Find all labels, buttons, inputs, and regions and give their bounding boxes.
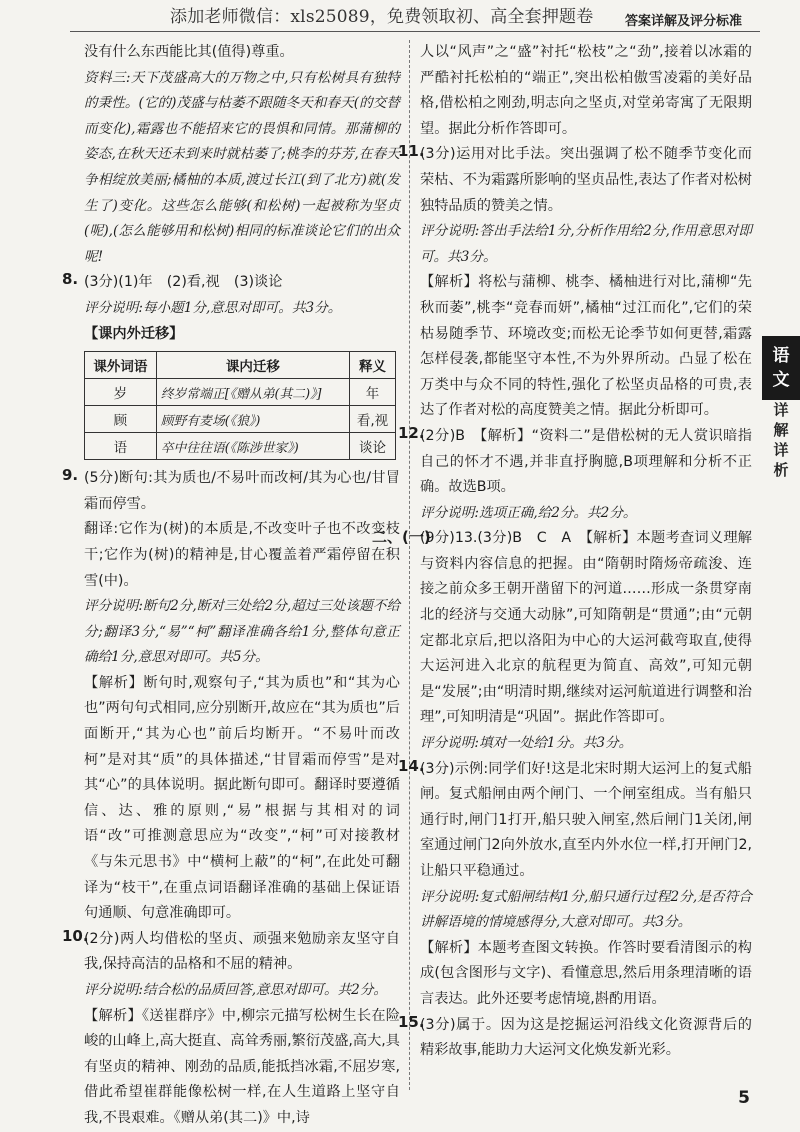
subject-char: 语: [772, 346, 790, 366]
question-11: [398, 142, 752, 219]
answer-text: (9分)13.(3分)B C A 【解析】本题考查词义理解与资料内容信息的把握。由“隋朝时隋炀帝疏浚、连接之前众多王朝开凿留下的河道……形成一条贯穿南北的经济与交通大动脉”,可知隋朝是“贯通”;由“元朝定都北京后,把以洛阳为中心的大运河截弯取直,使得大运河进入北京的航程更为简直、高效”,可知元朝是“发展”;由“明清时期,继续对运河航道进行调整和治理”,可知明清是“巩固”。据此作答即可。: [420, 530, 752, 726]
table-cell: 看,视: [350, 406, 396, 433]
word-migration-table: [84, 351, 396, 460]
table-row: [85, 379, 396, 406]
question-8: [62, 270, 400, 296]
answer-text: (2分)B 【解析】“资料二”是借松树的无人赏识暗指自己的怀才不遇,并非直抒胸臆,B项理解和分析不正确。故选B项。: [420, 427, 752, 496]
analysis-text: 【解析】将松与蒲柳、桃李、橘柚进行对比,蒲柳“先秋而萎”,桃李“竞春而妍”,橘柚“过江而化”,它们的荣枯易随季节、环境改变;而松无论季节如何更替,霜露怎样侵袭,都能坚守本性,不为外界所动。凸显了松在万类中与众不同的特性,强化了松坚贞品格的可贵,表达了作者对松的高度赞美之情。据此分析即可。: [420, 274, 752, 419]
table-cell: 年: [350, 379, 396, 406]
question-10: [62, 926, 400, 978]
scoring-note: 评分说明:复式船闸结构1分,船只通行过程2分,是否符合讲解语境的情境感得分,大意对即可。共3分。: [420, 888, 752, 931]
answer-text: (5分)断句:其为质也/不易叶而改柯/其为心也/甘冒霜而停雪。: [84, 470, 400, 512]
scoring-note: 评分说明:填对一处给1分。共3分。: [420, 735, 633, 752]
analysis-text: 人以“风声”之“盛”衬托“松枝”之“劲”,接着以冰霜的严酷衬托松柏的“端正”,突出松柏傲雪凌霜的美好品格,借松柏之刚劲,明志向之坚贞,对堂弟寄寓了无限期望。据此分析作答即可。: [420, 44, 752, 137]
table-cell: 卒中往往语(《陈涉世家》): [156, 433, 349, 460]
page-number: 5: [738, 1088, 750, 1108]
table-header: 课内迁移: [156, 352, 349, 379]
subject-tab: [762, 336, 800, 400]
scoring-note: 评分说明:断句2分,断对三处给2分,超过三处该题不给分;翻译3分,“易”“柯”翻译准确各给1分,整体句意正确给1分,意思对即可。共5分。: [84, 598, 400, 666]
table-cell: 谈论: [350, 433, 396, 460]
analysis-text: 【解析】本题考查图文转换。作答时要看清图示的构成(包含图形与文字)、看懂意思,然后用条理清晰的语言表达。此外还要考虑情境,斟酌用语。: [420, 939, 752, 1007]
analysis-text: 【解析】《送崔群序》中,柳宗元描写松树生长在险峻的山峰上,高大挺直、高耸秀丽,繁衍茂盛,高大,具有坚贞的精神、刚劲的品质,能抵挡冰霜,不屈岁寒,借此希望崔群能像松树一样,在人生道路上坚守自我,不畏艰难。《赠从弟(其二)》中,诗: [84, 1007, 400, 1126]
answer-text: (3分)属于。因为这是挖掘运河沿线文化资源背后的精彩故事,能助力大运河文化焕发新光彩。: [420, 1016, 752, 1059]
question-13: [372, 526, 752, 731]
table-header: 释义: [350, 352, 396, 379]
left-column: [62, 40, 400, 1132]
table-row: [85, 406, 396, 433]
scoring-note: 评分说明:每小题1分,意思对即可。共3分。: [84, 299, 342, 316]
question-9: [62, 466, 400, 517]
table-cell: 顾: [85, 406, 157, 433]
answer-text: (3分)(1)年 (2)看,视 (3)谈论: [84, 274, 283, 291]
question-number: 15.: [398, 1012, 425, 1031]
section-tag: 【课内外迁移】: [84, 325, 184, 342]
question-12: [398, 423, 752, 501]
header-rule: [70, 31, 760, 32]
answer-text: (3分)示例:同学们好!这是北宋时期大运河上的复式船闸。复式船闸由两个闸门、一个闸室组成。当有船只通行时,闸门1打开,船只驶入闸室,然后闸门1关闭,闸室通过闸门2向外放水,直至内外水位一样,打开闸门2,让船只平稳通过。: [420, 760, 752, 879]
table-cell: 终岁常端正[《赠从弟(其二)》]: [156, 379, 349, 406]
side-label: [770, 400, 792, 480]
question-number: 14.: [398, 756, 425, 775]
table-cell: 岁: [85, 379, 157, 406]
answer-text: (2分)两人均借松的坚贞、顽强来勉励亲友坚守自我,保持高洁的品格和不屈的精神。: [84, 930, 400, 973]
table-header-row: [85, 352, 396, 379]
answer-text: (3分)运用对比手法。突出强调了松不随季节变化而荣枯、不为霜露所影响的坚贞品性,表达了作者对松树独特品质的赞美之情。: [420, 146, 752, 214]
question-number: 9.: [62, 466, 79, 485]
question-number: 12.: [398, 423, 425, 442]
table-cell: 顾野有麦场(《狼》): [156, 406, 349, 433]
table-header: 课外词语: [85, 352, 157, 379]
question-number: 10.: [62, 926, 89, 945]
subject-char: 文: [772, 370, 790, 390]
section-number: 二、(一): [372, 528, 431, 547]
question-15: [398, 1012, 752, 1064]
header-title: 答案详解及评分标准: [624, 14, 742, 29]
side-label-char: 详: [773, 441, 789, 459]
scoring-note: 评分说明:答出手法给1分,分析作用给2分,作用意思对即可。共3分。: [420, 223, 752, 265]
header-watermark: 添加老师微信：xls25089，免费领取初、高全套押题卷: [170, 7, 594, 27]
table-row: [85, 433, 396, 460]
column-divider: [409, 40, 410, 1090]
question-number: 11.: [398, 142, 425, 161]
question-14: [398, 756, 752, 885]
translation-material-3: 资料三:天下茂盛高大的万物之中,只有松树具有独特的秉性。(它的)茂盛与枯萎不跟随冬天和春天(的交替而变化),霜露也不能招来它的畏惧和同情。那蒲柳的姿态,在秋天还未到来时就枯萎了;桃李的芬芳,在春天争相绽放美丽;橘柚的本质,渡过长江(到了北方)就(发生了)变化。这些怎么能够(和松树)一起被称为坚贞(呢),(怎么能够用和松树)相同的标准谈论它们的出众呢!: [84, 69, 400, 265]
scoring-note: 评分说明:结合松的品质回答,意思对即可。共2分。: [84, 982, 388, 998]
scoring-note: 评分说明:选项正确,给2分。共2分。: [420, 504, 637, 521]
table-cell: 语: [85, 433, 157, 460]
paragraph: 没有什么东西能比其(值得)尊重。: [84, 44, 294, 60]
side-label-char: 详: [773, 401, 789, 419]
question-number: 8.: [62, 270, 79, 289]
translation-text: 翻译:它作为(树)的本质是,不改变叶子也不改变枝干;它作为(树)的精神是,甘心覆盖着严霜停留在积雪(中)。: [84, 521, 400, 589]
side-label-char: 解: [773, 421, 789, 439]
side-label-char: 析: [773, 461, 789, 479]
analysis-text: 【解析】断句时,观察句子,“其为质也”和“其为心也”两句句式相同,应分别断开,故应在“其为质也”后面断开,“其为心也”前后均断开。“不易叶而改柯”是对其“质”的具体描述,“甘冒霜而停雪”是对其“心”的具体说明。据此断句即可。翻译时要遵循信、达、雅的原则,“易”根据与其相对的词语“改”可推测意思应为“改变”,“柯”可对接教材《与朱元思书》中“横柯上蔽”的“柯”,在此处可翻译为“枝干”,在重点词语翻译准确的基础上保证语句通顺、句意准确即可。: [84, 674, 400, 922]
